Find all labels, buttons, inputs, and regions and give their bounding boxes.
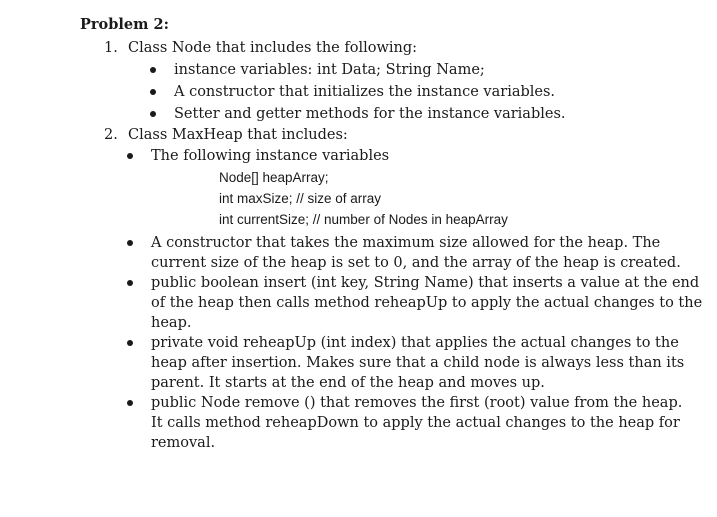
code-line-heaparray: Node[] heapArray;	[219, 170, 329, 185]
bullet-icon	[127, 153, 133, 159]
constructor-line-2: current size of the heap is set to 0, and the array of the heap is created.	[151, 255, 681, 271]
code-line-currentsize: int currentSize; // number of Nodes in heapArray	[219, 212, 508, 227]
node-bullet-constructor: A constructor that initializes the instance variables.	[174, 84, 556, 100]
remove-line-3: removal.	[151, 435, 216, 451]
maxheap-bullet-variables: The following instance variables	[151, 148, 390, 164]
item-1	[104, 38, 418, 58]
problem-heading: Problem 2:	[80, 16, 169, 33]
reheapup-line-2: heap after insertion. Makes sure that a child node is always less than its	[151, 355, 685, 371]
item-1-number: 1.	[104, 40, 118, 56]
bullet-icon	[127, 340, 133, 346]
remove-line-2: It calls method reheapDown to apply the actual changes to the heap for	[151, 415, 680, 431]
bullet-icon	[150, 111, 156, 117]
node-bullet-accessors: Setter and getter methods for the instance variables.	[174, 106, 566, 122]
reheapup-line-1: private void reheapUp (int index) that applies the actual changes to the	[151, 335, 679, 351]
bullet-icon	[127, 400, 133, 406]
constructor-line-1: A constructor that takes the maximum size allowed for the heap. The	[151, 235, 661, 251]
item-2-text: Class MaxHeap that includes:	[128, 127, 348, 143]
bullet-icon	[127, 280, 133, 286]
bullet-icon	[150, 67, 156, 73]
bullet-icon	[127, 240, 133, 246]
item-2	[104, 125, 348, 145]
reheapup-line-3: parent. It starts at the end of the heap and moves up.	[151, 375, 545, 391]
remove-line-1: public Node remove () that removes the first (root) value from the heap.	[151, 395, 683, 411]
code-line-maxsize: int maxSize; // size of array	[219, 191, 382, 206]
node-bullet-variables: instance variables: int Data; String Name;	[174, 62, 485, 78]
item-1-text: Class Node that includes the following:	[128, 40, 418, 56]
insert-line-1: public boolean insert (int key, String Name) that inserts a value at the end	[151, 275, 700, 291]
insert-line-2: of the heap then calls method reheapUp to apply the actual changes to the	[151, 295, 703, 311]
item-2-number: 2.	[104, 127, 118, 143]
bullet-icon	[150, 89, 156, 95]
insert-line-3: heap.	[151, 315, 192, 331]
